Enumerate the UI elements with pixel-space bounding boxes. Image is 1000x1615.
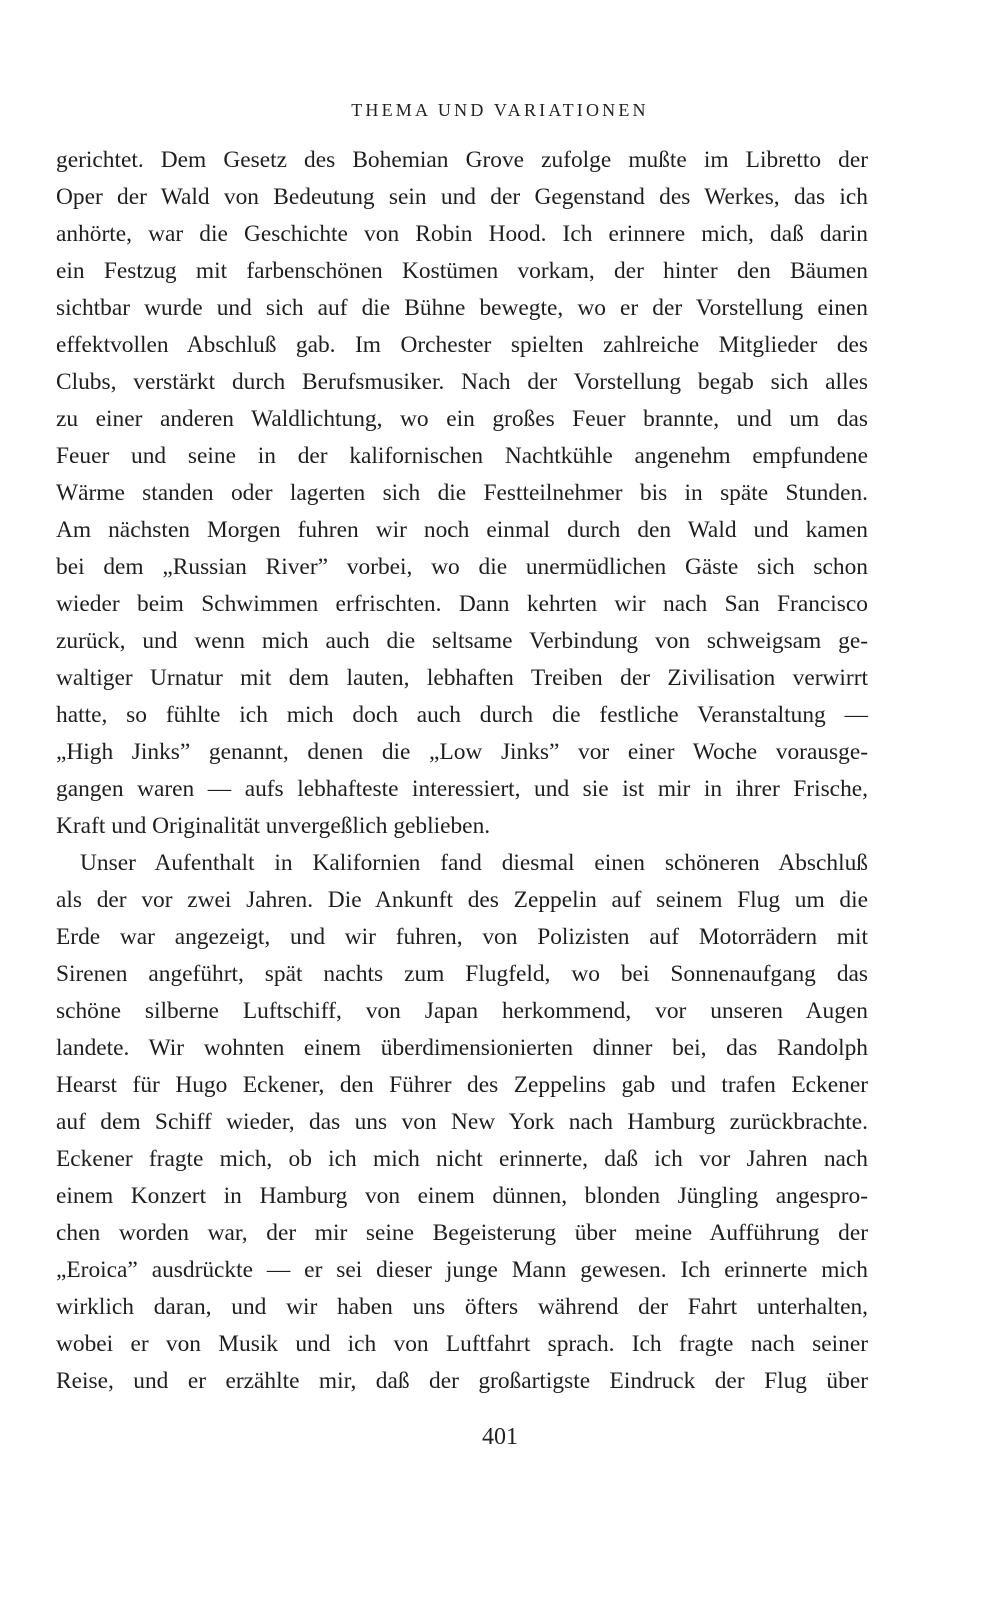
- text-line: bei dem „Russian River” vorbei, wo die unermüdlichen Gäste sich schon: [56, 554, 868, 580]
- text-line: landete. Wir wohnten einem überdimensionierten dinner bei, das Randolph: [56, 1035, 868, 1061]
- text-line: wieder beim Schwimmen erfrischten. Dann kehrten wir nach San Francisco: [56, 591, 868, 617]
- page-number: 401: [482, 1424, 518, 1450]
- text-line: hatte, so fühlte ich mich doch auch durch die festliche Veranstaltung —: [56, 702, 868, 728]
- text-line: ein Festzug mit farbenschönen Kostümen vorkam, der hinter den Bäumen: [56, 258, 868, 284]
- text-line: anhörte, war die Geschichte von Robin Hood. Ich erinnere mich, daß darin: [56, 221, 868, 247]
- text-line: sichtbar wurde und sich auf die Bühne bewegte, wo er der Vorstellung einen: [56, 295, 868, 321]
- text-line: Reise, und er erzählte mir, daß der großartigste Eindruck der Flug über: [56, 1368, 868, 1394]
- text-line: Sirenen angeführt, spät nachts zum Flugfeld, wo bei Sonnenaufgang das: [56, 961, 868, 987]
- text-line: Feuer und seine in der kalifornischen Nachtkühle angenehm empfundene: [56, 443, 868, 469]
- text-line: Wärme standen oder lagerten sich die Festteilnehmer bis in späte Stunden.: [56, 480, 868, 506]
- text-line: gangen waren — aufs lebhafteste interessiert, und sie ist mir in ihrer Frische,: [56, 776, 868, 802]
- body-text: [56, 142, 868, 1400]
- text-line: zurück, und wenn mich auch die seltsame Verbindung von schweigsam ge-: [56, 628, 868, 654]
- text-line: Oper der Wald von Bedeutung sein und der Gegenstand des Werkes, das ich: [56, 184, 868, 210]
- text-line: Clubs, verstärkt durch Berufsmusiker. Nach der Vorstellung begab sich alles: [56, 369, 868, 395]
- text-line: wobei er von Musik und ich von Luftfahrt sprach. Ich fragte nach seiner: [56, 1331, 868, 1357]
- text-line: Kraft und Originalität unvergeßlich geblieben.: [56, 813, 491, 839]
- text-line: als der vor zwei Jahren. Die Ankunft des Zeppelin auf seinem Flug um die: [56, 887, 868, 913]
- text-line: Unser Aufenthalt in Kalifornien fand diesmal einen schöneren Abschluß: [80, 850, 868, 876]
- text-line: wirklich daran, und wir haben uns öfters während der Fahrt unterhalten,: [56, 1294, 868, 1320]
- running-head: THEMA UND VARIATIONEN: [351, 100, 649, 120]
- text-line: gerichtet. Dem Gesetz des Bohemian Grove zufolge mußte im Libretto der: [56, 147, 868, 173]
- text-line: auf dem Schiff wieder, das uns von New York nach Hamburg zurückbrachte.: [56, 1109, 868, 1135]
- text-line: einem Konzert in Hamburg von einem dünnen, blonden Jüngling angespro-: [56, 1183, 868, 1209]
- text-line: „Eroica” ausdrückte — er sei dieser junge Mann gewesen. Ich erinnerte mich: [56, 1257, 868, 1283]
- text-line: Erde war angezeigt, und wir fuhren, von Polizisten auf Motorrädern mit: [56, 924, 868, 950]
- text-line: effektvollen Abschluß gab. Im Orchester spielten zahlreiche Mitglieder des: [56, 332, 868, 358]
- text-line: Am nächsten Morgen fuhren wir noch einmal durch den Wald und kamen: [56, 517, 868, 543]
- text-line: Eckener fragte mich, ob ich mich nicht erinnerte, daß ich vor Jahren nach: [56, 1146, 868, 1172]
- text-line: „High Jinks” genannt, denen die „Low Jinks” vor einer Woche vorausge-: [56, 739, 868, 765]
- text-line: waltiger Urnatur mit dem lauten, lebhaften Treiben der Zivilisation verwirrt: [56, 665, 868, 691]
- text-line: chen worden war, der mir seine Begeisterung über meine Aufführung der: [56, 1220, 868, 1246]
- text-line: zu einer anderen Waldlichtung, wo ein großes Feuer brannte, und um das: [56, 406, 868, 432]
- text-line: Hearst für Hugo Eckener, den Führer des Zeppelins gab und trafen Eckener: [56, 1072, 868, 1098]
- text-line: schöne silberne Luftschiff, von Japan herkommend, vor unseren Augen: [56, 998, 868, 1024]
